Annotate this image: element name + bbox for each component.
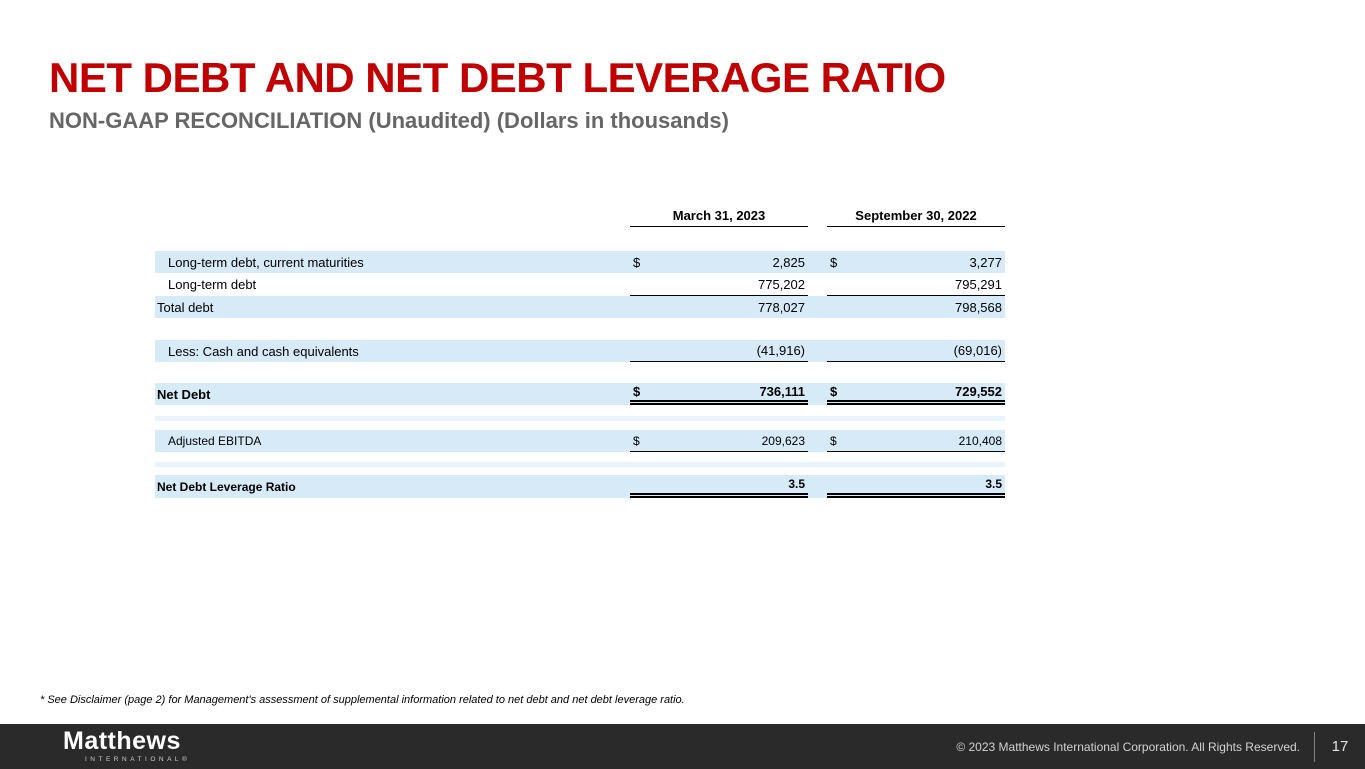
row-label: Total debt bbox=[157, 299, 214, 315]
table-row-adjusted-ebitda bbox=[155, 430, 1005, 452]
logo-tagline: INTERNATIONAL® bbox=[85, 756, 191, 764]
slide-title: NET DEBT AND NET DEBT LEVERAGE RATIO bbox=[49, 54, 946, 101]
cell-value: 795,291 bbox=[955, 276, 1002, 292]
cell-value: 798,568 bbox=[955, 299, 1002, 315]
row-label: Net Debt bbox=[157, 386, 211, 402]
value-cell bbox=[827, 251, 1005, 273]
value-cell bbox=[827, 273, 1005, 296]
value-cell bbox=[630, 273, 808, 296]
cell-value: 3.5 bbox=[985, 477, 1002, 491]
cell-value: 775,202 bbox=[758, 276, 805, 292]
spacer-stripe bbox=[155, 416, 1005, 421]
cell-value: (41,916) bbox=[756, 343, 805, 358]
cell-value: 729,552 bbox=[955, 384, 1002, 399]
logo-wordmark: Matthews bbox=[63, 727, 181, 756]
cell-value: 3,277 bbox=[969, 254, 1002, 270]
cell-value: 210,408 bbox=[958, 433, 1002, 448]
cell-value: (69,016) bbox=[953, 343, 1002, 358]
currency-symbol: $ bbox=[633, 384, 641, 399]
footer-right bbox=[956, 732, 1353, 762]
value-cell bbox=[630, 340, 808, 362]
table-row-net-debt bbox=[155, 383, 1005, 405]
value-cell bbox=[630, 383, 808, 405]
currency-symbol: $ bbox=[633, 433, 640, 448]
column-header-march-2023: March 31, 2023 bbox=[630, 203, 808, 227]
row-label: Adjusted EBITDA bbox=[168, 434, 262, 448]
table-row bbox=[155, 296, 1005, 318]
matthews-logo bbox=[63, 729, 190, 764]
currency-symbol: $ bbox=[633, 254, 641, 270]
cell-value: 3.5 bbox=[788, 477, 805, 491]
row-label: Net Debt Leverage Ratio bbox=[157, 479, 296, 494]
column-header-september-2022: September 30, 2022 bbox=[827, 203, 1005, 227]
row-label: Long-term debt, current maturities bbox=[168, 254, 364, 270]
value-cell bbox=[827, 383, 1005, 405]
value-cell bbox=[630, 475, 808, 498]
value-cell bbox=[630, 296, 808, 318]
value-cell bbox=[827, 340, 1005, 362]
footer-bar bbox=[0, 724, 1365, 769]
cell-value: 209,623 bbox=[761, 433, 805, 448]
table-row bbox=[155, 251, 1005, 273]
table-row bbox=[155, 340, 1005, 362]
value-cell bbox=[630, 251, 808, 273]
slide-subtitle: NON-GAAP RECONCILIATION (Unaudited) (Dollars in thousands) bbox=[49, 108, 729, 133]
page-number: 17 bbox=[1331, 738, 1349, 755]
value-cell bbox=[827, 430, 1005, 452]
currency-symbol: $ bbox=[830, 384, 838, 399]
copyright-text: © 2023 Matthews International Corporation. All Rights Reserved. bbox=[956, 739, 1300, 754]
row-label: Long-term debt bbox=[168, 277, 257, 292]
currency-symbol: $ bbox=[830, 433, 837, 448]
value-cell bbox=[827, 296, 1005, 318]
footer-divider bbox=[1314, 732, 1315, 762]
cell-value: 778,027 bbox=[758, 299, 805, 315]
row-label: Less: Cash and cash equivalents bbox=[168, 343, 359, 359]
spacer-stripe bbox=[155, 462, 1005, 467]
cell-value: 2,825 bbox=[772, 254, 805, 270]
cell-value: 736,111 bbox=[759, 384, 805, 399]
table-row-net-debt-leverage-ratio bbox=[155, 475, 1005, 498]
currency-symbol: $ bbox=[830, 254, 838, 270]
table-row bbox=[155, 273, 1005, 296]
value-cell bbox=[827, 475, 1005, 498]
disclaimer-footnote: * See Disclaimer (page 2) for Management's assessment of supplemental information related to net debt and net debt leverage ratio. bbox=[40, 694, 685, 706]
value-cell bbox=[630, 430, 808, 452]
